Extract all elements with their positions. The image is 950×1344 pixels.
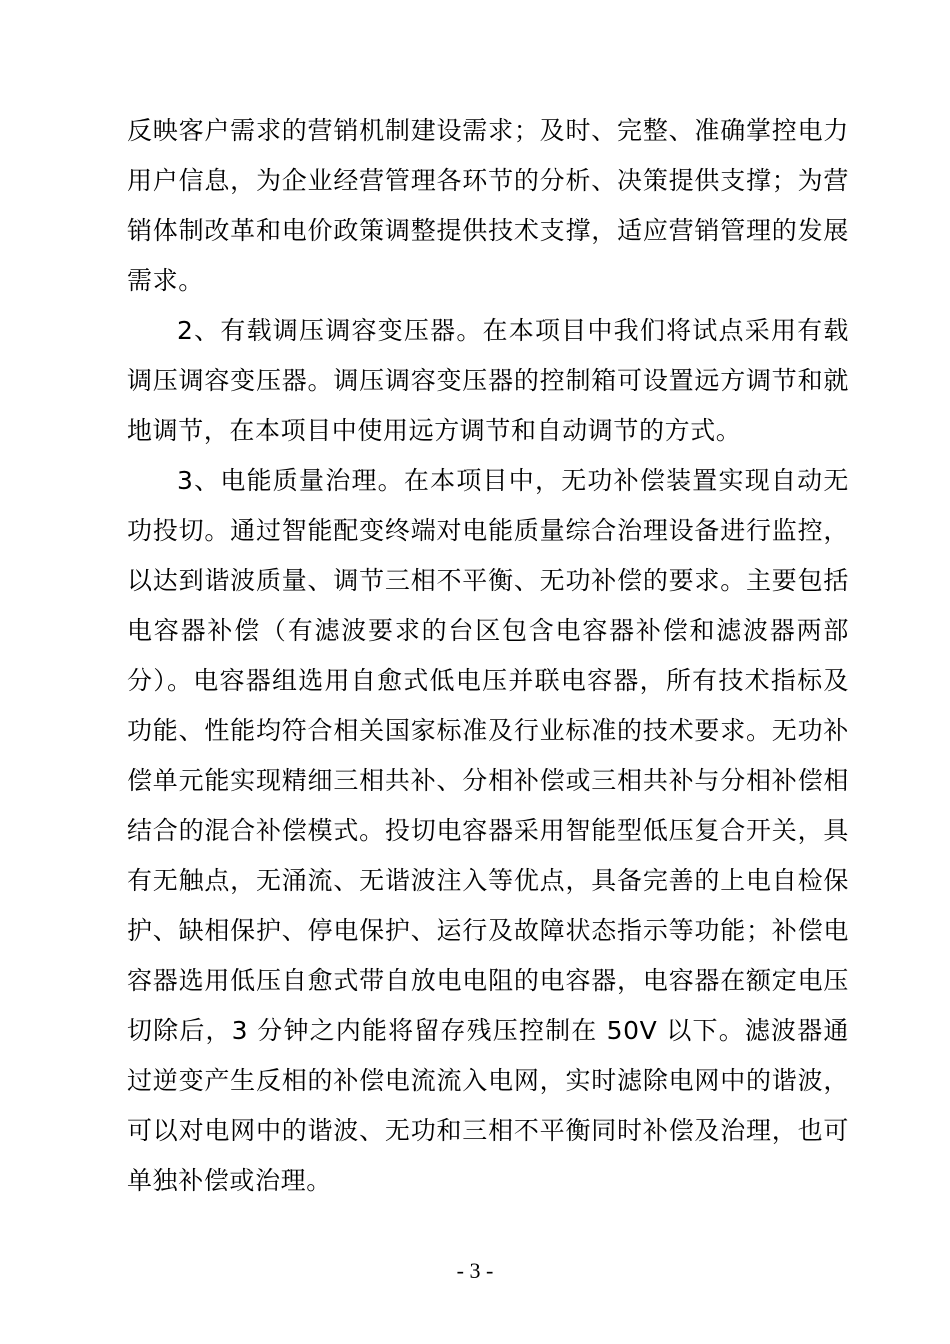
paragraph-marketing-needs: 反映客户需求的营销机制建设需求；及时、完整、准确掌控电力用户信息，为企业经营管理各环节的分析、决策提供支撑；为营销体制改革和电价政策调整提供技术支撑，适应营销管理的发展需求。 [127,116,849,295]
paragraph-transformer: 2、有载调压调容变压器。在本项目中我们将试点采用有载调压调容变压器。调压调容变压器的控制箱可设置远方调节和就地调节，在本项目中使用远方调节和自动调节的方式。 [127,316,849,445]
paragraph-power-quality: 3、电能质量治理。在本项目中，无功补偿装置实现自动无功投切。通过智能配变终端对电能质量综合治理设备进行监控，以达到谐波质量、调节三相不平衡、无功补偿的要求。主要包括电容器补偿（有滤波要求的台区包含电容器补偿和滤波器两部分）。电容器组选用自愈式低电压并联电容器，所有技术指标及功能、性能均符合相关国家标准及行业标准的技术要求。无功补偿单元能实现精细三相共补、分相补偿或三相共补与分相补偿相结合的混合补偿模式。投切电容器采用智能型低压复合开关，具有无触点，无涌流、无谐波注入等优点，具备完善的上电自检保护、缺相保护、停电保护、运行及故障状态指示等功能；补偿电容器选用低压自愈式带自放电电阻的电容器，电容器在额定电压切除后，3 分钟之内能将留存残压控制在 50V 以下。滤波器通过逆变产生反相的补偿电流流入电网，实时滤除电网中的谐波，可以对电网中的谐波、无功和三相不平衡同时补偿及治理，也可单独补偿或治理。 [127,466,849,1195]
page-number: - 3 - [456,1258,494,1283]
body-text [127,106,849,1206]
